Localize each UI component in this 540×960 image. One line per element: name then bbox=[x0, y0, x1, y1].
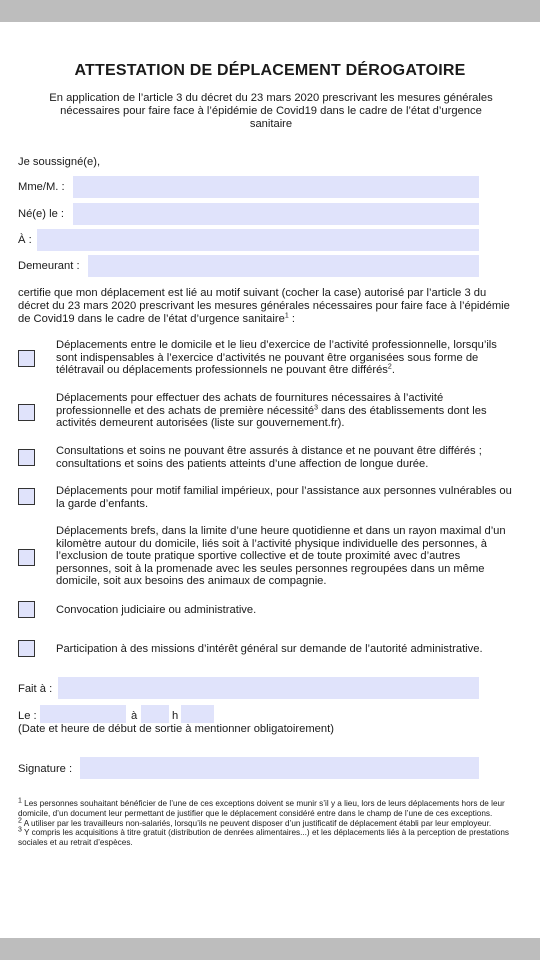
birth-place-label: À : bbox=[18, 234, 32, 246]
birth-place-field[interactable] bbox=[37, 229, 479, 251]
checkbox-judicial[interactable] bbox=[18, 601, 35, 618]
option-exercise: Déplacements brefs, dans la limite d’une heure quotidienne et dans un rayon maximal d’un kilomètre autour du domicile, liés soit à l’activité physique individuelle des personnes, à l’exclusion de toute pratique sportive collective et de toute proximité avec d’autres personnes, soit à la promenade avec les seules personnes regroupées dans un même domicile, soit aux besoins des animaux de compagnie. bbox=[56, 525, 506, 588]
option-general-interest: Participation à des missions d’intérêt général sur demande de l’autorité administrative. bbox=[56, 643, 483, 655]
name-label: Mme/M. : bbox=[18, 181, 65, 193]
signature-field[interactable] bbox=[80, 757, 479, 779]
signature-label: Signature : bbox=[18, 763, 73, 775]
certify-text: certifie que mon déplacement est lié au motif suivant (cocher la case) autorisé par l’article 3 du décret du 23 mars 2020 prescrivant les mesures générales nécessaires pour faire face à l’épidémie de Covid19 dans le cadre de l’état d’urgence sanitaire$^1$ : bbox=[18, 287, 510, 325]
checkbox-exercise[interactable] bbox=[18, 549, 35, 566]
checkbox-purchases[interactable] bbox=[18, 404, 35, 421]
date-field[interactable] bbox=[40, 705, 126, 723]
time-at-label: à bbox=[131, 710, 138, 722]
checkbox-health[interactable] bbox=[18, 449, 35, 466]
option-health: Consultations et soins ne pouvant être assurés à distance et ne pouvant être différés ; consultations et soins des patients atteints d’une affection de longue durée. bbox=[56, 445, 482, 470]
checkbox-general-interest[interactable] bbox=[18, 640, 35, 657]
fait-label: Fait à : bbox=[18, 683, 53, 695]
footnote-3: $^3$ Y compris les acquisitions à titre gratuit (distribution de denrées alimentaires...) et les déplacements liés à la perception de prestations sociales et au retrait d’espèces. bbox=[18, 826, 510, 848]
date-note: (Date et heure de début de sortie à mentionner obligatoirement) bbox=[18, 723, 334, 735]
option-professional: Déplacements entre le domicile et le lieu d’exercice de l’activité professionnelle, lorsqu’ils sont indispensables à l’exercice d’activités ne pouvant être organisées sous forme de télétravail ou déplacements professionnels ne pouvant être différés$^2$. bbox=[56, 339, 497, 377]
hour-label: h bbox=[172, 710, 179, 722]
footnotes bbox=[18, 799, 513, 848]
date-label: Le : bbox=[18, 710, 37, 722]
checkbox-family[interactable] bbox=[18, 488, 35, 505]
birth-date-field[interactable] bbox=[73, 203, 479, 225]
address-label: Demeurant : bbox=[18, 260, 80, 272]
intro-text: En application de l’article 3 du décret du 23 mars 2020 prescrivant les mesures générales nécessaires pour faire face à l’épidémie de Covid19 dans le cadre de l’état d’urgence sanitaire bbox=[49, 92, 493, 130]
fait-field[interactable] bbox=[58, 677, 479, 699]
birth-date-label: Né(e) le : bbox=[18, 208, 65, 220]
name-field[interactable] bbox=[73, 176, 479, 198]
checkbox-professional[interactable] bbox=[18, 350, 35, 367]
minute-field[interactable] bbox=[181, 705, 214, 723]
footnote-1: $^1$ Les personnes souhaitant bénéficier de l’une de ces exceptions doivent se munir s’il y a lieu, lors de leurs déplacements hors de leur domicile, d’un document leur permettant de justifier que le déplacement considéré entre dans le champ de l’une de ces exceptions. bbox=[18, 797, 505, 818]
option-family: Déplacements pour motif familial impérieux, pour l’assistance aux personnes vulnérables ou la garde d’enfants. bbox=[56, 485, 512, 510]
option-purchases: Déplacements pour effectuer des achats de fournitures nécessaires à l’activité professionnelle et des achats de première nécessité$^3$ dans des établissements dont les activités demeurent autorisées (liste sur gouvernement.fr). bbox=[56, 392, 487, 430]
footnote-2: $^2$ A utiliser par les travailleurs non-salariés, lorsqu’ils ne peuvent disposer d’un justificatif de déplacement établi par leur employeur. bbox=[18, 816, 492, 828]
page-title: ATTESTATION DE DÉPLACEMENT DÉROGATOIRE bbox=[74, 62, 466, 79]
address-field[interactable] bbox=[88, 255, 479, 277]
undersigned-label: Je soussigné(e), bbox=[18, 156, 101, 168]
hour-field[interactable] bbox=[141, 705, 169, 723]
option-judicial: Convocation judiciaire ou administrative. bbox=[56, 604, 257, 616]
